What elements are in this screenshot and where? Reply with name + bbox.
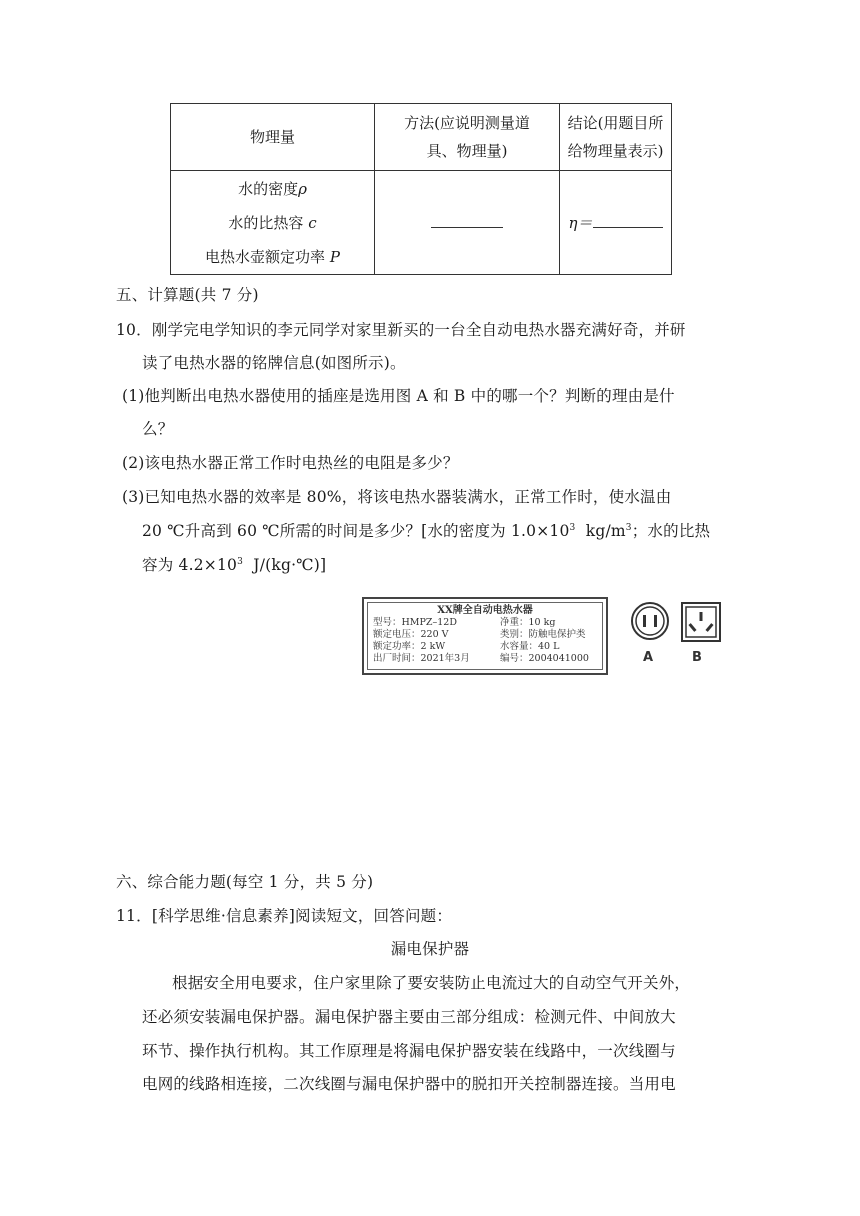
- article-para-line3: 环节、操作执行机构。其工作原理是将漏电保护器安装在线路中，一次线圈与: [142, 1042, 676, 1060]
- header-conclusion: 结论(用题目所 给物理量表示): [560, 104, 672, 171]
- method-answer-blank[interactable]: [431, 213, 503, 228]
- section-5-title: 五、计算题(共 7 分): [116, 286, 259, 304]
- article-para-line2: 还必须安装漏电保护器。漏电保护器主要由三部分组成：检测元件、中间放大: [142, 1008, 676, 1026]
- q10-part1-line2: 么？: [142, 420, 174, 438]
- nameplate-serial: 编号：2004041000: [500, 653, 589, 664]
- header-quantity: 物理量: [171, 104, 375, 171]
- quantities-cell: 水的密度ρ 水的比热容 c 电热水壶额定功率 P: [171, 171, 375, 275]
- nameplate-model: 型号：HMPZ–12D: [373, 617, 457, 628]
- q10-part3-line3: 容为 $4.2\times 10^3$ J/(kg·℃)]: [142, 556, 327, 574]
- nameplate-category: 类别：防触电保护类: [500, 629, 586, 640]
- socket-b-label: B: [692, 650, 702, 665]
- two-pin-socket-icon: [630, 601, 670, 641]
- nameplate-weight: 净重：10 kg: [500, 617, 556, 628]
- measurement-table: [170, 103, 672, 275]
- conclusion-answer-blank[interactable]: [593, 213, 663, 228]
- q10-line1: 10．刚学完电学知识的李元同学对家里新买的一台全自动电热水器充满好奇，并研: [116, 321, 686, 339]
- q11-line1: 11．[科学思维·信息素养]阅读短文，回答问题：: [116, 907, 453, 925]
- nameplate-title: XX牌全自动电热水器: [437, 605, 533, 616]
- nameplate-voltage: 额定电压：220 V: [373, 629, 449, 640]
- article-title: 漏电保护器: [390, 940, 470, 958]
- nameplate-date: 出厂时间：2021年3月: [373, 653, 470, 664]
- method-blank-cell: [375, 171, 560, 275]
- q10-part1-line1: (1)他判断出电热水器使用的插座是选用图 A 和 B 中的哪一个？判断的理由是什: [122, 387, 675, 405]
- conclusion-blank-cell: η＝: [560, 171, 672, 275]
- nameplate-capacity: 水容量：40 L: [500, 641, 560, 652]
- q10-part3-line2: 20 ℃升高到 60 ℃所需的时间是多少？[水的密度为 $1.0\times 10^3$ $kg/m^3$；水的比热: [142, 522, 711, 540]
- q10-part3-line1: (3)已知电热水器的效率是 80%，将该电热水器装满水，正常工作时，使水温由: [122, 488, 672, 506]
- heater-nameplate: [362, 597, 608, 675]
- q10-part2: (2)该电热水器正常工作时电热丝的电阻是多少？: [122, 454, 459, 472]
- q10-line2: 读了电热水器的铭牌信息(如图所示)。: [142, 354, 406, 372]
- section-6-title: 六、综合能力题(每空 1 分，共 5 分): [116, 873, 374, 891]
- article-para-line4: 电网的线路相连接，二次线圈与漏电保护器中的脱扣开关控制器连接。当用电: [142, 1075, 676, 1093]
- nameplate-power: 额定功率：2 kW: [373, 641, 446, 652]
- three-pin-socket-icon: [680, 601, 722, 643]
- article-para-line1: 根据安全用电要求，住户家里除了要安装防止电流过大的自动空气开关外，: [172, 974, 691, 992]
- socket-a-label: A: [643, 650, 654, 665]
- header-method: 方法(应说明测量道 具、物理量): [375, 104, 560, 171]
